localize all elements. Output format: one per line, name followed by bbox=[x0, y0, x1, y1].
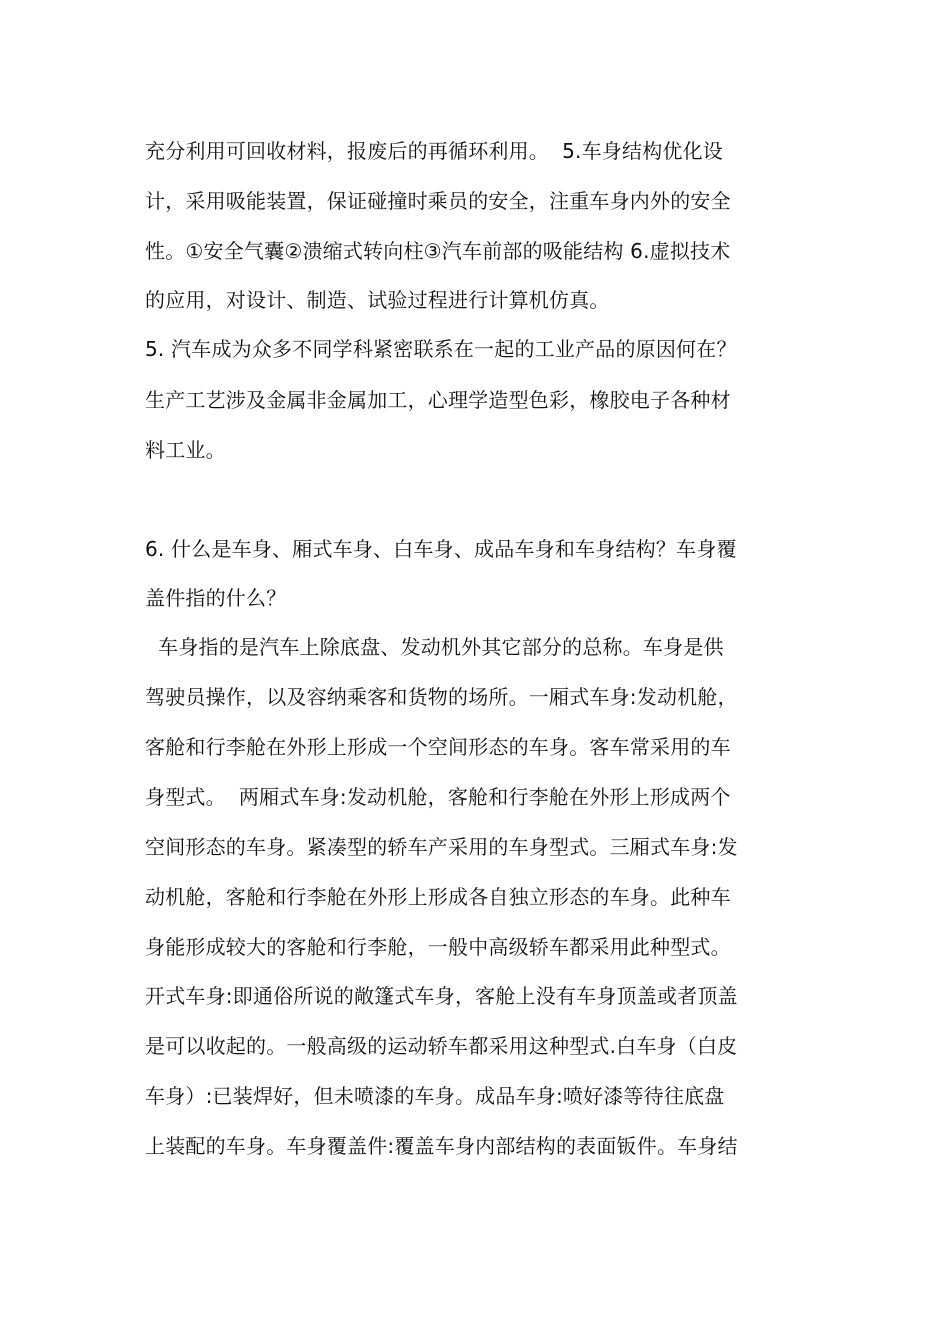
text-line: 是可以收起的。一般高级的运动轿车都采用这种型式.白车身（白皮 bbox=[145, 1034, 738, 1058]
text-line: 客舱和行李舱在外形上形成一个空间形态的车身。客车常采用的车 bbox=[145, 735, 731, 759]
text-line: 性。①安全气囊②溃缩式转向柱③汽车前部的吸能结构 6.虚拟技术 bbox=[145, 239, 731, 263]
text-line: 驾驶员操作，以及容纳乘客和货物的场所。一厢式车身:发动机舱， bbox=[145, 685, 738, 709]
text-line: 空间形态的车身。紧凑型的轿车产采用的车身型式。三厢式车身:发 bbox=[145, 835, 738, 859]
text-line: 计，采用吸能装置，保证碰撞时乘员的安全，注重车身内外的安全 bbox=[145, 189, 731, 213]
text-line: 身能形成较大的客舱和行李舱，一般中高级轿车都采用此种型式。 bbox=[145, 935, 731, 959]
text-line: 的应用，对设计、制造、试验过程进行计算机仿真。 bbox=[145, 288, 610, 312]
text-line: 上装配的车身。车身覆盖件:覆盖车身内部结构的表面钣件。车身结 bbox=[145, 1134, 738, 1158]
text-line: 动机舱，客舱和行李舱在外形上形成各自独立形态的车身。此种车 bbox=[145, 885, 731, 909]
text-line: 开式车身:即通俗所说的敞篷式车身，客舱上没有车身顶盖或者顶盖 bbox=[145, 984, 738, 1008]
question-5: 5. 汽车成为众多不同学科紧密联系在一起的工业产品的原因何在？ bbox=[145, 337, 737, 361]
text-line: 车身）:已装焊好，但未喷漆的车身。成品车身:喷好漆等待往底盘 bbox=[145, 1084, 725, 1108]
question-6-cont: 盖件指的什么？ bbox=[145, 586, 287, 610]
question-6: 6. 什么是车身、厢式车身、白车身、成品车身和车身结构？车身覆 bbox=[145, 537, 737, 561]
text-line: 车身指的是汽车上除底盘、发动机外其它部分的总称。车身是供 bbox=[145, 635, 724, 659]
text-line: 生产工艺涉及金属非金属加工，心理学造型色彩，橡胶电子各种材 bbox=[145, 388, 731, 412]
text-line: 身型式。 两厢式车身:发动机舱，客舱和行李舱在外形上形成两个 bbox=[145, 785, 731, 809]
text-line: 料工业。 bbox=[145, 438, 226, 462]
text-line: 充分利用可回收材料，报废后的再循环利用。 5.车身结构优化设 bbox=[145, 139, 723, 163]
